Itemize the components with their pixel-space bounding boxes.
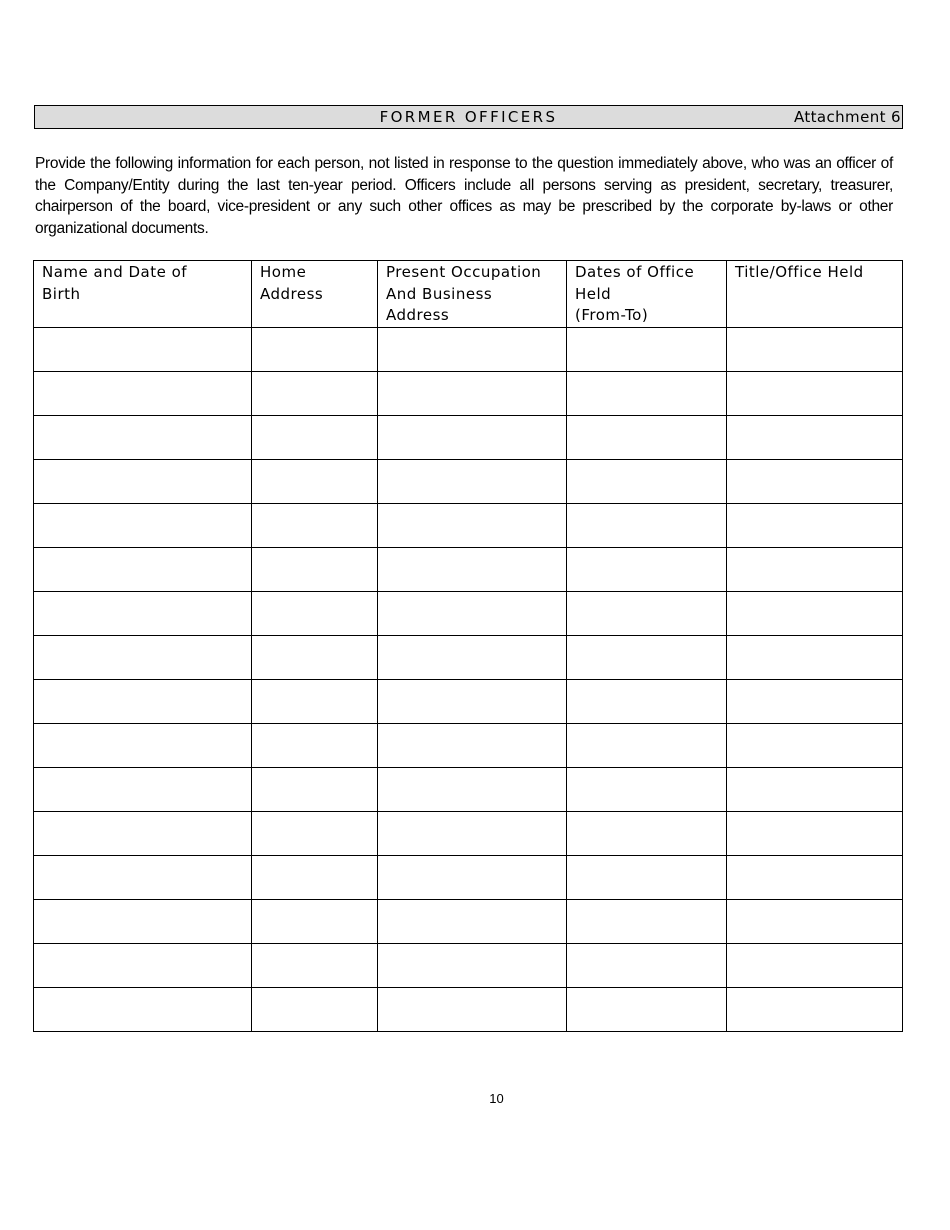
section-header [34, 105, 903, 129]
name-dob-cell[interactable] [34, 591, 252, 635]
name-dob-cell[interactable] [34, 635, 252, 679]
home-address-cell[interactable] [252, 459, 378, 503]
dates-held-cell[interactable] [567, 987, 727, 1031]
occupation-cell[interactable] [378, 327, 567, 371]
home-address-cell[interactable] [252, 723, 378, 767]
name-dob-cell[interactable] [34, 811, 252, 855]
table-row [34, 591, 903, 635]
home-address-cell[interactable] [252, 811, 378, 855]
dates-held-cell[interactable] [567, 635, 727, 679]
occupation-cell[interactable] [378, 635, 567, 679]
title-held-cell[interactable] [727, 459, 903, 503]
occupation-cell[interactable] [378, 459, 567, 503]
home-address-cell[interactable] [252, 943, 378, 987]
occupation-cell[interactable] [378, 855, 567, 899]
column-header-occupation: Present Occupation And Business Address [378, 261, 567, 328]
name-dob-cell[interactable] [34, 899, 252, 943]
dates-held-cell[interactable] [567, 547, 727, 591]
home-address-cell[interactable] [252, 987, 378, 1031]
occupation-cell[interactable] [378, 591, 567, 635]
dates-held-cell[interactable] [567, 327, 727, 371]
table-header-row [34, 261, 903, 328]
home-address-cell[interactable] [252, 503, 378, 547]
title-held-cell[interactable] [727, 547, 903, 591]
dates-held-cell[interactable] [567, 503, 727, 547]
table-row [34, 811, 903, 855]
dates-held-cell[interactable] [567, 415, 727, 459]
name-dob-cell[interactable] [34, 371, 252, 415]
table-row [34, 987, 903, 1031]
column-header-name-dob: Name and Date of Birth [34, 261, 252, 328]
title-held-cell[interactable] [727, 723, 903, 767]
table-row [34, 547, 903, 591]
occupation-cell[interactable] [378, 679, 567, 723]
table-row [34, 415, 903, 459]
name-dob-cell[interactable] [34, 767, 252, 811]
dates-held-cell[interactable] [567, 811, 727, 855]
title-held-cell[interactable] [727, 943, 903, 987]
attachment-label: Attachment 6 [793, 108, 901, 126]
title-held-cell[interactable] [727, 899, 903, 943]
home-address-cell[interactable] [252, 591, 378, 635]
title-held-cell[interactable] [727, 327, 903, 371]
home-address-cell[interactable] [252, 635, 378, 679]
home-address-cell[interactable] [252, 855, 378, 899]
occupation-cell[interactable] [378, 415, 567, 459]
occupation-cell[interactable] [378, 767, 567, 811]
table-row [34, 635, 903, 679]
name-dob-cell[interactable] [34, 943, 252, 987]
home-address-cell[interactable] [252, 327, 378, 371]
column-header-title-held: Title/Office Held [727, 261, 903, 328]
name-dob-cell[interactable] [34, 679, 252, 723]
title-held-cell[interactable] [727, 503, 903, 547]
occupation-cell[interactable] [378, 503, 567, 547]
occupation-cell[interactable] [378, 943, 567, 987]
home-address-cell[interactable] [252, 899, 378, 943]
page-number: 10 [489, 1091, 504, 1106]
table-row [34, 943, 903, 987]
table-row [34, 723, 903, 767]
occupation-cell[interactable] [378, 547, 567, 591]
dates-held-cell[interactable] [567, 679, 727, 723]
occupation-cell[interactable] [378, 723, 567, 767]
title-held-cell[interactable] [727, 767, 903, 811]
dates-held-cell[interactable] [567, 899, 727, 943]
dates-held-cell[interactable] [567, 591, 727, 635]
table-row [34, 899, 903, 943]
home-address-cell[interactable] [252, 547, 378, 591]
former-officers-table [33, 260, 903, 1032]
occupation-cell[interactable] [378, 899, 567, 943]
home-address-cell[interactable] [252, 767, 378, 811]
title-held-cell[interactable] [727, 679, 903, 723]
title-held-cell[interactable] [727, 635, 903, 679]
home-address-cell[interactable] [252, 371, 378, 415]
dates-held-cell[interactable] [567, 943, 727, 987]
name-dob-cell[interactable] [34, 723, 252, 767]
home-address-cell[interactable] [252, 679, 378, 723]
name-dob-cell[interactable] [34, 327, 252, 371]
table-row [34, 855, 903, 899]
table-row [34, 459, 903, 503]
occupation-cell[interactable] [378, 371, 567, 415]
table-row [34, 679, 903, 723]
table-row [34, 327, 903, 371]
home-address-cell[interactable] [252, 415, 378, 459]
title-held-cell[interactable] [727, 855, 903, 899]
title-held-cell[interactable] [727, 591, 903, 635]
table-row [34, 767, 903, 811]
occupation-cell[interactable] [378, 987, 567, 1031]
name-dob-cell[interactable] [34, 855, 252, 899]
dates-held-cell[interactable] [567, 767, 727, 811]
title-held-cell[interactable] [727, 811, 903, 855]
table-row [34, 371, 903, 415]
title-held-cell[interactable] [727, 371, 903, 415]
column-header-dates-held: Dates of Office Held (From-To) [567, 261, 727, 328]
column-header-home-address: Home Address [252, 261, 378, 328]
table-row [34, 503, 903, 547]
title-held-cell[interactable] [727, 987, 903, 1031]
name-dob-cell[interactable] [34, 459, 252, 503]
instructions-text: Provide the following information for each person, not listed in response to the question immediately above, who was an officer of the Company/Entity during the last ten-year period. Officers include all persons serving as president, secretary, treasurer, chairperson of the board, vice-president or any such other offices as may be prescribed by the corporate by-laws or other organizational documents. [35, 155, 893, 237]
name-dob-cell[interactable] [34, 987, 252, 1031]
occupation-cell[interactable] [378, 811, 567, 855]
name-dob-cell[interactable] [34, 547, 252, 591]
dates-held-cell[interactable] [567, 723, 727, 767]
name-dob-cell[interactable] [34, 503, 252, 547]
dates-held-cell[interactable] [567, 855, 727, 899]
dates-held-cell[interactable] [567, 371, 727, 415]
dates-held-cell[interactable] [567, 459, 727, 503]
table-body [34, 327, 903, 1031]
page-title: FORMER OFFICERS [379, 108, 558, 126]
name-dob-cell[interactable] [34, 415, 252, 459]
title-held-cell[interactable] [727, 415, 903, 459]
